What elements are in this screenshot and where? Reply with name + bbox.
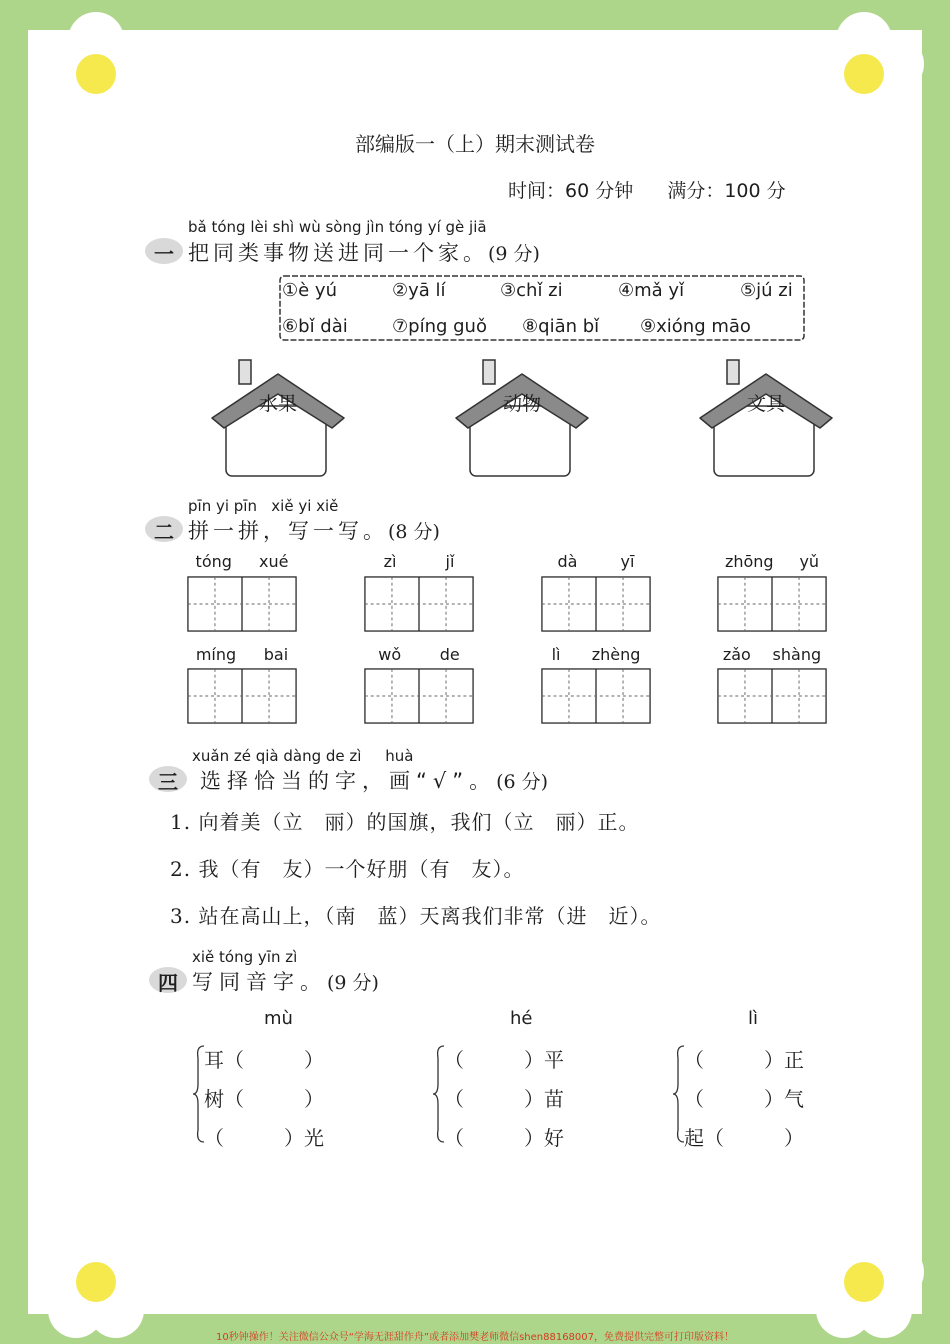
section2-number: 二 xyxy=(154,520,174,544)
writing-grid[interactable] xyxy=(363,576,475,632)
grid-pinyin-syllable: shàng xyxy=(772,645,822,664)
option-8: ⑧qiān bǐ xyxy=(522,316,600,337)
full-score: 满分：100 分 xyxy=(667,180,786,202)
option-6: ⑥bǐ dài xyxy=(282,316,348,337)
writing-grid[interactable] xyxy=(540,576,652,632)
option-9: ⑨xióng māo xyxy=(640,316,751,337)
grid-pinyin-syllable: tóng xyxy=(195,552,232,571)
house-fruit xyxy=(208,356,348,481)
group3-pinyin: lì xyxy=(748,1008,759,1029)
grid-pinyin xyxy=(536,645,656,664)
house-stationery xyxy=(696,356,836,481)
section4-number-badge xyxy=(148,965,188,995)
house-label: 水果 xyxy=(258,393,297,415)
section3-heading-text: 选择恰当的字，画“√”。 xyxy=(200,769,497,793)
grid-pinyin-syllable: zhōng xyxy=(724,552,774,571)
time-limit: 时间：60 分钟 xyxy=(508,180,634,202)
grid-pinyin-syllable: zhèng xyxy=(591,645,641,664)
group2-line-3: （ ）好 xyxy=(444,1126,564,1150)
group1-line-2: 树（ ） xyxy=(204,1087,324,1111)
section2-score: (8 分) xyxy=(388,521,440,543)
grid-pinyin-syllable: dà xyxy=(557,552,578,571)
section1-heading-text: 把同类事物送进同一个家。 xyxy=(188,241,488,265)
question-1: 1. 向着美（立 丽）的国旗，我们（立 丽）正。 xyxy=(170,810,640,834)
grid-pinyin xyxy=(182,645,302,664)
section1-score: (9 分) xyxy=(488,243,540,265)
grid-pinyin-syllable: bai xyxy=(263,645,289,664)
writing-grid[interactable] xyxy=(186,576,298,632)
group3-line-2: （ ）气 xyxy=(684,1087,804,1111)
section2-number-badge xyxy=(144,514,184,544)
section4-score: (9 分) xyxy=(327,972,379,994)
grid-pinyin-syllable: yī xyxy=(620,552,635,571)
writing-grid[interactable] xyxy=(363,668,475,724)
grid-pinyin xyxy=(182,552,302,571)
section1-number-badge xyxy=(144,236,184,266)
exam-meta xyxy=(508,176,786,203)
question-2: 2. 我（有 友）一个好朋（有 友）。 xyxy=(170,857,525,881)
section1-heading xyxy=(188,237,540,267)
writing-grid[interactable] xyxy=(716,668,828,724)
grid-pinyin xyxy=(712,645,832,664)
section3-number: 三 xyxy=(158,770,178,794)
option-7: ⑦píng guǒ xyxy=(392,316,487,337)
option-5: ⑤jú zi xyxy=(740,280,793,301)
grid-pinyin xyxy=(712,552,832,571)
grid-pinyin-syllable: de xyxy=(439,645,460,664)
grid-pinyin-syllable: zì xyxy=(383,552,397,571)
flower-decoration-top-right xyxy=(804,12,924,132)
house-animal xyxy=(452,356,592,481)
flower-decoration-top-left xyxy=(36,12,156,132)
option-2: ②yā lí xyxy=(392,280,446,301)
section2-heading-text: 拼一拼，写一写。 xyxy=(188,519,388,543)
writing-grid[interactable] xyxy=(716,576,828,632)
house-icon xyxy=(208,356,348,481)
section1-pinyin: bǎ tóng lèi shì wù sòng jìn tóng yí gè jiā xyxy=(188,218,487,236)
question-3: 3. 站在高山上，（南 蓝）天离我们非常（进 近）。 xyxy=(170,904,662,928)
group3-line-1: （ ）正 xyxy=(684,1048,804,1072)
section3-heading xyxy=(200,765,548,795)
flower-decoration-bottom-left xyxy=(36,1220,156,1340)
group3-line-3: 起（ ） xyxy=(684,1126,804,1150)
section2-heading xyxy=(188,515,440,545)
group1-line-1: 耳（ ） xyxy=(204,1048,324,1072)
section1-number: 一 xyxy=(154,242,174,266)
section3-pinyin: xuǎn zé qià dàng de zì huà xyxy=(192,747,414,765)
option-3: ③chǐ zi xyxy=(500,280,563,301)
section3-number-badge xyxy=(148,764,188,794)
grid-pinyin xyxy=(536,552,656,571)
footer-note: 10秒钟操作！关注微信公众号“学海无涯甜作舟”或者添加樊老师微信shen88168007，免费提供完整可打印版资料！ xyxy=(215,1332,735,1343)
writing-grid[interactable] xyxy=(186,668,298,724)
group1-line-3: （ ）光 xyxy=(204,1126,324,1150)
flower-decoration-bottom-right xyxy=(804,1220,924,1340)
section4-number: 四 xyxy=(158,971,178,995)
option-4: ④mǎ yǐ xyxy=(618,280,685,301)
writing-grid[interactable] xyxy=(540,668,652,724)
section2-pinyin: pīn yi pīn xiě yi xiě xyxy=(188,497,339,515)
grid-pinyin-syllable: zǎo xyxy=(722,645,751,664)
house-label: 文具 xyxy=(746,393,785,415)
grid-pinyin-syllable: míng xyxy=(195,645,237,664)
grid-pinyin-syllable: yǔ xyxy=(799,552,820,571)
group1-pinyin: mù xyxy=(264,1008,293,1029)
group2-pinyin: hé xyxy=(510,1008,533,1029)
group2-line-1: （ ）平 xyxy=(444,1048,564,1072)
section4-heading-text: 写同音字。 xyxy=(192,970,327,994)
grid-pinyin-syllable: wǒ xyxy=(378,645,402,664)
grid-pinyin-syllable: lì xyxy=(551,645,561,664)
section4-heading xyxy=(192,966,379,996)
section4-pinyin: xiě tóng yīn zì xyxy=(192,948,298,966)
section3-score: (6 分) xyxy=(496,771,549,793)
grid-pinyin-syllable: xué xyxy=(259,552,289,571)
grid-pinyin-syllable: jǐ xyxy=(445,552,455,571)
house-label: 动物 xyxy=(502,393,541,415)
option-1: ①è yú xyxy=(282,280,337,301)
grid-pinyin xyxy=(359,645,479,664)
grid-pinyin xyxy=(359,552,479,571)
house-icon xyxy=(696,356,836,481)
page-title: 部编版一（上）期末测试卷 xyxy=(355,132,595,156)
house-icon xyxy=(452,356,592,481)
group2-line-2: （ ）苗 xyxy=(444,1087,564,1111)
